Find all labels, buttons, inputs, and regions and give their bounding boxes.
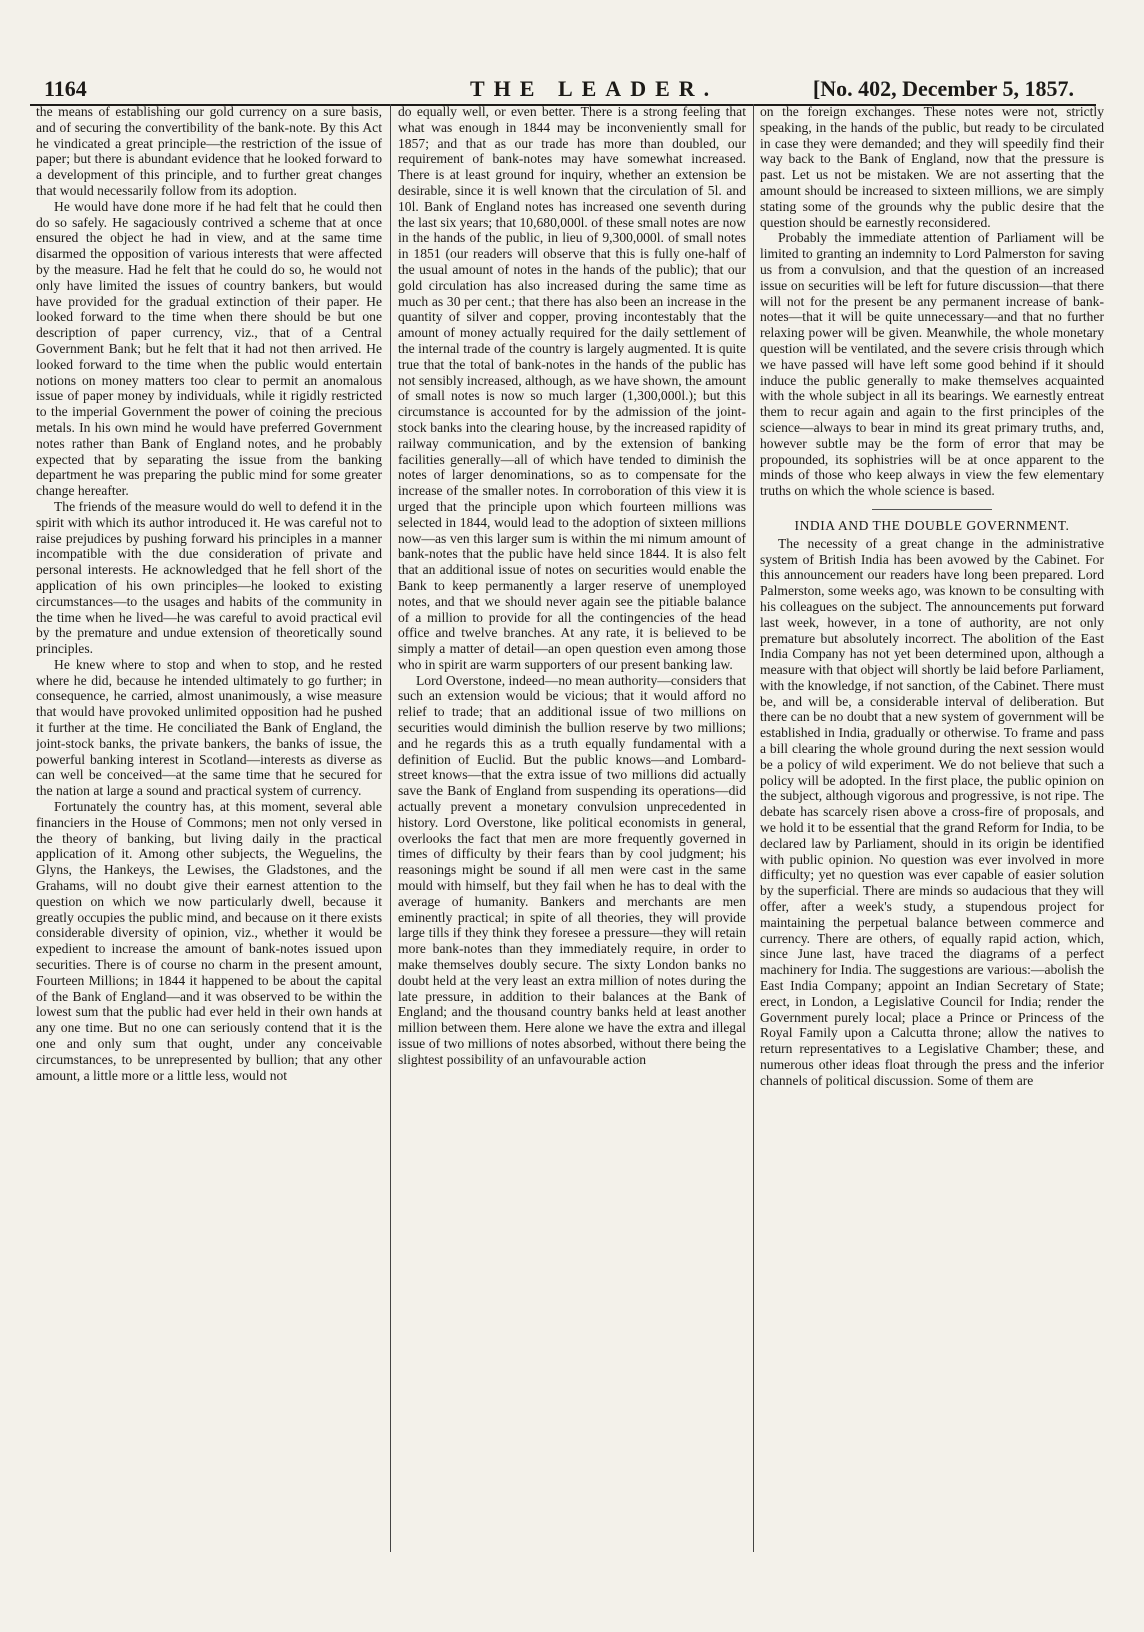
masthead <box>30 76 1096 106</box>
paragraph: Fortunately the country has, at this moment, several able financiers in the House of Commons; men not only versed in the theory of banking, but living daily in the practical application of it. Among other subjects, the Weguelins, the Glyns, the Hankeys, the Lewises, the Gladstones, and the Grahams, will no doubt give their earnest attention to the question on which we now particularly dwell, because it greatly occupies the public mind, and because on it there exists considerable diversity of opinion, viz., whether it would be expedient to increase the amount of bank-notes issued upon securities. There is of course no charm in the present amount, Fourteen Millions; in 1844 it happened to be about the capital of the Bank of England—and it was observed to be within the lowest sum that the public had ever held in their own hands at any one time. But no one can seriously contend that it is the one and only sum that ought, under any conceivable circumstances, to be unrepresented by bullion; that any other amount, a little more or a little less, would not <box>36 799 382 1083</box>
paragraph: do equally well, or even better. There is a strong feeling that what was enough in 1844 may be inconveniently small for 1857; and that as our trade has more than doubled, our requirement of bank-notes may have somewhat increased. There is at least ground for inquiry, whether an extension be desirable, since it is well known that the circulation of 5l. and 10l. Bank of England notes has increased one seventh during the last six years; that 10,680,000l. of these small notes are now in the hands of the public, in lieu of 9,300,000l. of small notes in 1851 (our readers will observe that this is fully one-half of the usual amount of notes in the hands of the public); that our gold circulation has also increased during the same time as much as 30 per cent.; that there has also been an increase in the quantity of silver and copper, proving incontestably that the amount of money actually required for the daily settlement of the internal trade of the country is largely augmented. It is quite true that the total of bank-notes in the hands of the public has not sensibly increased, although, as we have shown, the amount of small notes is now so much larger (1,300,000l.); but this circumstance is accounted for by the admission of the joint-stock banks into the clearing house, by the increased rapidity of railway communication, and by the extension of banking facilities generally—all of which have tended to diminish the notes of larger denominations, so as to compensate for the increase of the smaller notes. In corroboration of this view it is urged that the principle upon which fourteen millions was selected in 1844, would lead to the adoption of sixteen millions now—as ven this larger sum is within the mi nimum amount of bank-notes that the public have held since 1844. It is also felt that an additional issue of notes on securities would enable the Bank to keep permanently a larger reserve of unemployed notes, and that we should never again see the pitiable balance of a million to provide for all the contingencies of the head office and twelve branches. At any rate, it is believed to be simply a matter of detail—an open question even among those who in spirit are warm supporters of our present banking law. <box>398 104 746 672</box>
paragraph: Lord Overstone, indeed—no mean authority—considers that such an extension would be vicious; that it would afford no relief to trade; that an additional issue of two millions on securities would diminish the bullion reserve by two millions; and he regards this as a truth equally fundamental with a definition of Euclid. But the public knows—and Lombard-street knows—that the extra issue of two millions did actually save the Bank of England from suspending its operations—did actually prevent a monetary convulsion unprecedented in history. Lord Overstone, like political economists in general, overlooks the fact that men are more frequently governed in times of difficulty by their fears than by cool judgment; his reasonings might be sound if all men were cast in the same mould with himself, but they fail when he has to deal with the average of humanity. Bankers and merchants are men eminently practical; in spite of all theories, they will provide large tills if they think they foresee a pressure—they will retain more bank-notes than they immediately require, in order to make themselves doubly secure. The sixty London banks no doubt held at the very least an extra million of notes during the late pressure, in addition to their balances at the Bank of England; and the thousand country banks held at least another million between them. Here alone we have the extra and illegal issue of two millions of notes absorbed, without there being the slightest possibility of an unfavourable action <box>398 672 746 1067</box>
paragraph: The friends of the measure would do well to defend it in the spirit with which its author introduced it. He was careful not to raise prejudices by pushing forward his principles in a manner incompatible with the due consideration of private and personal interests. He acknowledged that he fell short of the application of his own principles—he looked to existing circumstances—to the usages and habits of the community in the time when he lived—he was careful to avoid practical evil by the premature and undue extension of theoretically sound principles. <box>36 498 382 657</box>
column-3 <box>760 104 1104 1552</box>
column-divider <box>753 104 754 1552</box>
paragraph: He would have done more if he had felt that he could then do so safely. He sagaciously contrived a scheme that at once ensured the object he had in view, and at the same time disarmed the opposition of various interests that were affected by the measure. Had he felt that he could do so, he would not only have limited the issues of country bankers, but would have provided for the gradual extinction of their paper. He looked forward to the time when there should be but one description of paper currency, viz., that of a Central Government Bank; but he felt that it had not then arrived. He looked forward to the time when the public would entertain notions on money matters too clear to permit an anomalous issue of paper money by individuals, while it rigidly restricted to the imperial Government the power of coining the precious metals. In his own mind he would have preferred Government notes rather than Bank of England notes, and he probably expected that by separating the issue from the banking department he was preparing the public mind for some greater change hereafter. <box>36 198 382 499</box>
section-heading: INDIA AND THE DOUBLE GOVERNMENT. <box>794 517 1070 533</box>
column-2 <box>398 104 746 1552</box>
paragraph: on the foreign exchanges. These notes were not, strictly speaking, in the hands of the public, but ready to be circulated in case they were demanded; and they will speedily find their way back to the Bank of England, now that the pressure is past. Let us not be mistaken. We are not asserting that the amount should be increased to sixteen millions, we are simply stating some of the grounds why the public desire that the question should be earnestly reconsidered. <box>760 104 1104 230</box>
paragraph: Probably the immediate attention of Parliament will be limited to granting an indemnity to Lord Palmerston for saving us from a convulsion, and that the question of an increased issue on securities will be left for future discussion—that there will not for the present be any permanent increase of bank-notes—that it will be quite unnecessary—and that no further relaxing power will be given. Meanwhile, the whole monetary question will be ventilated, and the severe crisis through which we have passed will have left some good behind if it should induce the public generally to make themselves acquainted with the whole subject in all its bearings. We earnestly entreat them to recur again and again to the first principles of the science—always to bear in mind its great primary truths, and, however subtle may be the form of error that may be propounded, its sophistries will be at once apparent to the minds of those who keep always in view the few elementary truths on which the whole science is based. <box>760 230 1104 499</box>
paragraph: He knew where to stop and when to stop, and he rested where he did, because he intended ultimately to go further; in consequence, he carried, almost unanimously, a wise measure that would have provoked unlimited opposition had he pushed it further at the time. He conciliated the Bank of England, the joint-stock banks, the private bankers, the banks of issue, the powerful banking interest in Scotland—interests as diverse as can well be conceived—at the same time that he secured for the nation at large a sound and practical system of currency. <box>36 656 382 799</box>
newspaper-title: THE LEADER. <box>470 76 719 101</box>
section-divider <box>872 509 992 510</box>
column-1 <box>36 104 382 1552</box>
page-number: 1164 <box>44 76 87 101</box>
column-divider <box>390 104 391 1552</box>
paragraph: the means of establishing our gold currency on a sure basis, and of securing the convertibility of the bank-note. By this Act he vindicated a great principle—the restriction of the issue of paper; but there is abundant evidence that he looked forward to a development of this principle, and to further great changes that would necessarily follow from its adoption. <box>36 104 382 198</box>
issue-date: [No. 402, December 5, 1857. <box>812 76 1074 101</box>
paragraph: The necessity of a great change in the administrative system of British India has been avowed by the Cabinet. For this announcement our readers have long been prepared. Lord Palmerston, some weeks ago, was known to be consulting with his colleagues on the subject. The announcements put forward last week, however, in a tone of authority, are not only premature but absolutely incorrect. The abolition of the East India Company has not yet been determined upon, although a measure with that object will shortly be laid before Parliament, with the knowledge, if not sanction, of the Cabinet. There must be, and will be, a considerable interval of deliberation. But there can be no doubt that a new system of government will be established in India, gradually or otherwise. To frame and pass a bill clearing the whole ground during the next session would be a policy of wild experiment. We do not believe that such a policy will be adopted. In the first place, the public opinion on the subject, although vigorous and progressive, is not ripe. The debate has scarcely risen above a cross-fire of proposals, and we hold it to be essential that the grand Reform for India, to be declared law by Parliament, should in its origin be identified with public opinion. No question was ever involved in more difficulty; yet no question was ever capable of easier solution by the superficial. There are minds so audacious that they will offer, after a week's study, a stupendous project for maintaining the perpetual balance between commerce and currency. There are others, of equally rapid action, which, since June last, have traced the diagrams of a perfect machinery for India. The suggestions are various:—abolish the East India Company; appoint an Indian Secretary of State; erect, in London, a Legislative Council for India; render the Government purely local; place a Prince or Princess of the Royal Family upon a Calcutta throne; allow the natives to return representatives to a Legislative Chamber; these, and numerous other ideas float through the press and the inferior channels of political discussion. Some of them are <box>760 535 1104 1088</box>
